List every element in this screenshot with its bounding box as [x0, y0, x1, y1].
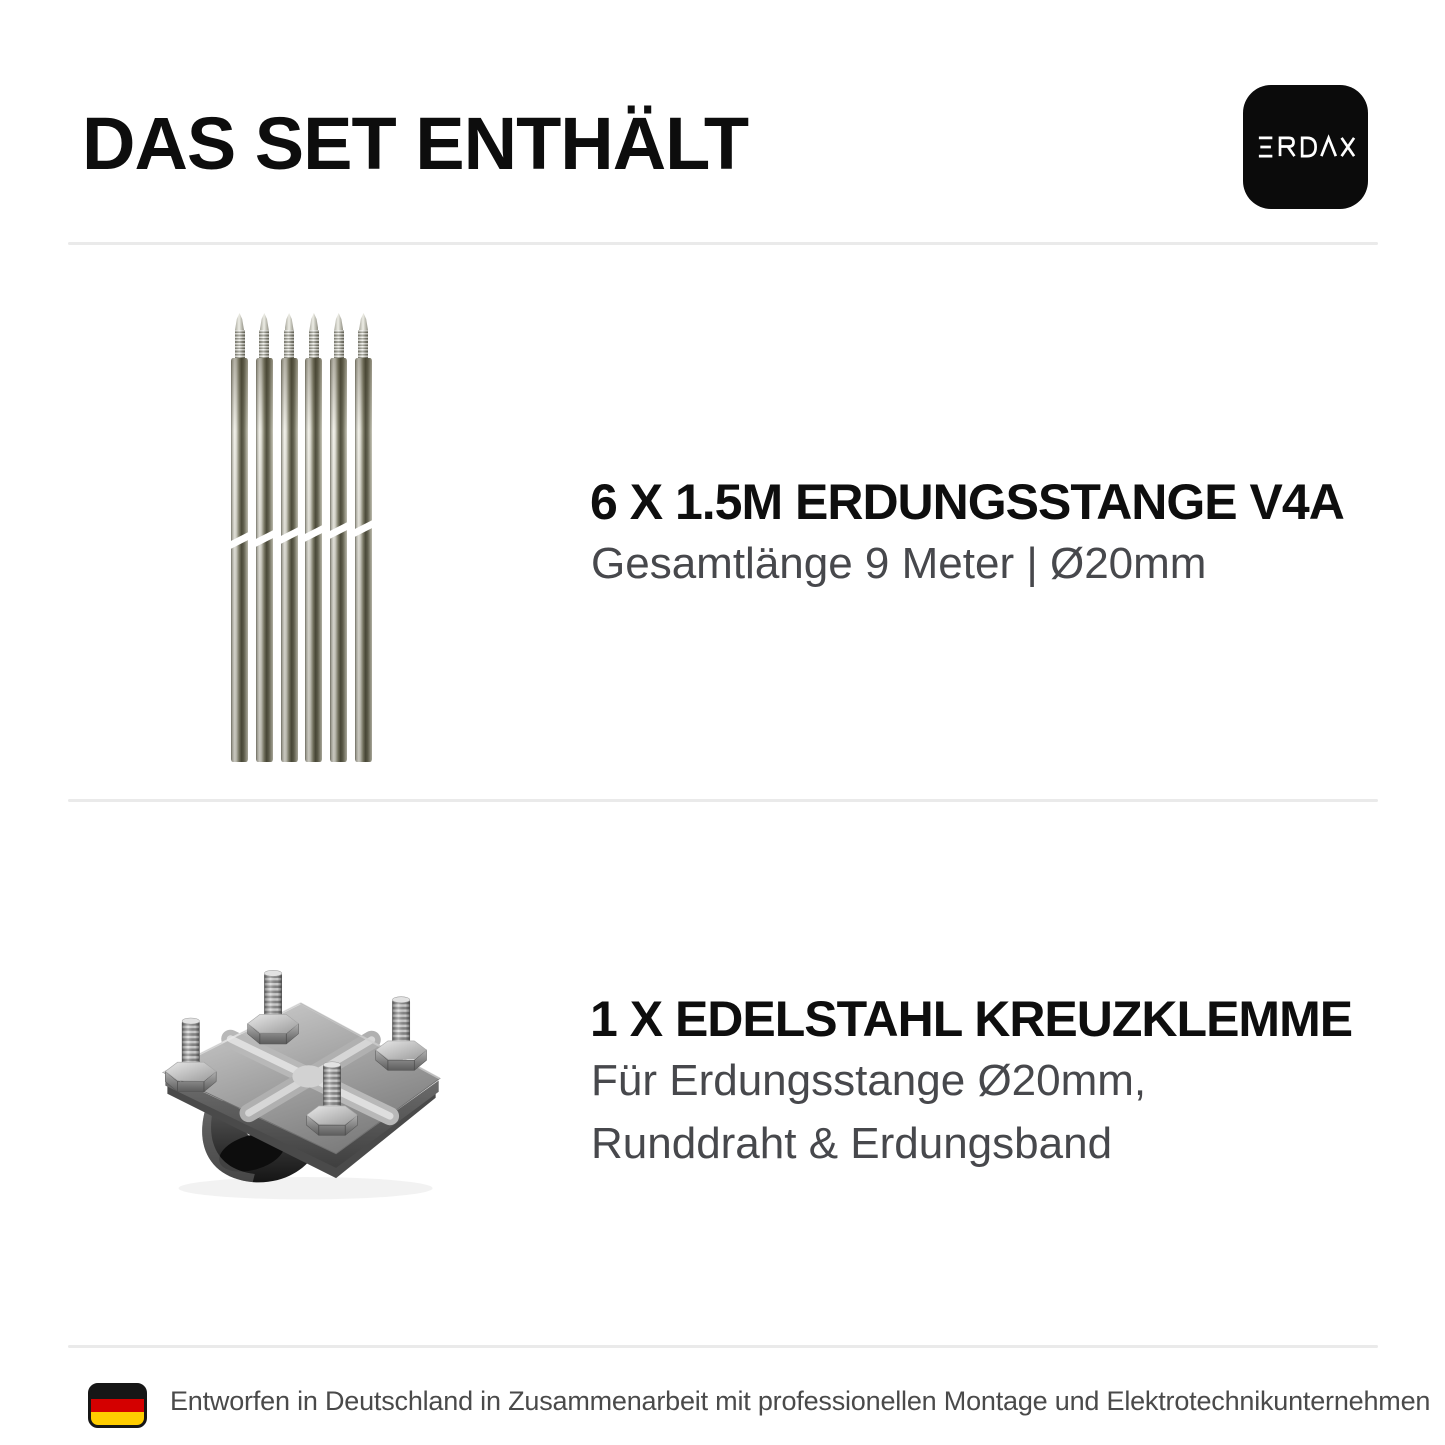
rod-shaft — [231, 358, 248, 762]
item-subtitle-clamp — [591, 1049, 1146, 1175]
rod-tip — [235, 313, 244, 330]
item-subtitle-clamp-line1: Für Erdungsstange Ø20mm, — [591, 1056, 1147, 1105]
rod-tip — [285, 313, 294, 330]
rod-tip — [260, 313, 269, 330]
grounding-rod — [256, 313, 273, 762]
flag-stripe-gold — [91, 1412, 144, 1425]
page-title: DAS SET ENTHÄLT — [82, 102, 749, 185]
erdax-logo — [1243, 85, 1368, 209]
germany-flag-icon — [88, 1383, 147, 1428]
rod-shaft — [256, 358, 273, 762]
cross-clamp-image — [143, 952, 458, 1207]
item-title-rods: 6 X 1.5M ERDUNGSSTANGE V4A — [590, 474, 1344, 530]
rod-shaft — [305, 358, 322, 762]
rod-tip — [359, 313, 368, 330]
grounding-rod — [355, 313, 372, 762]
flag-stripe-red — [91, 1399, 144, 1412]
rod-shaft — [281, 358, 298, 762]
grounding-rod — [281, 313, 298, 762]
rod-tip — [309, 313, 318, 330]
clamp-bolt — [376, 997, 427, 1071]
grounding-rod — [305, 313, 322, 762]
rod-thread — [358, 330, 368, 358]
erdax-wordmark-icon — [1256, 132, 1356, 162]
rod-thread — [235, 330, 245, 358]
section-divider — [68, 1345, 1378, 1348]
item-subtitle-rods: Gesamtlänge 9 Meter | Ø20mm — [591, 539, 1207, 588]
section-divider — [68, 799, 1378, 802]
rod-thread — [284, 330, 294, 358]
flag-stripe-black — [91, 1386, 144, 1399]
item-title-clamp: 1 X EDELSTAHL KREUZKLEMME — [590, 991, 1353, 1047]
grounding-rod — [330, 313, 347, 762]
section-divider — [68, 242, 1378, 245]
rod-tip — [334, 313, 343, 330]
rod-shaft — [330, 358, 347, 762]
rod-thread — [309, 330, 319, 358]
rod-shaft — [355, 358, 372, 762]
item-subtitle-clamp-line2: Runddraht & Erdungsband — [591, 1119, 1113, 1168]
cross-clamp-illustration — [143, 952, 458, 1207]
footer-text: Entworfen in Deutschland in Zusammenarbeit mit professionellen Montage und Elektrotechnikunternehmen — [170, 1386, 1431, 1416]
grounding-rods-image — [231, 313, 372, 762]
grounding-rod — [231, 313, 248, 762]
rod-thread — [334, 330, 344, 358]
rod-thread — [259, 330, 269, 358]
